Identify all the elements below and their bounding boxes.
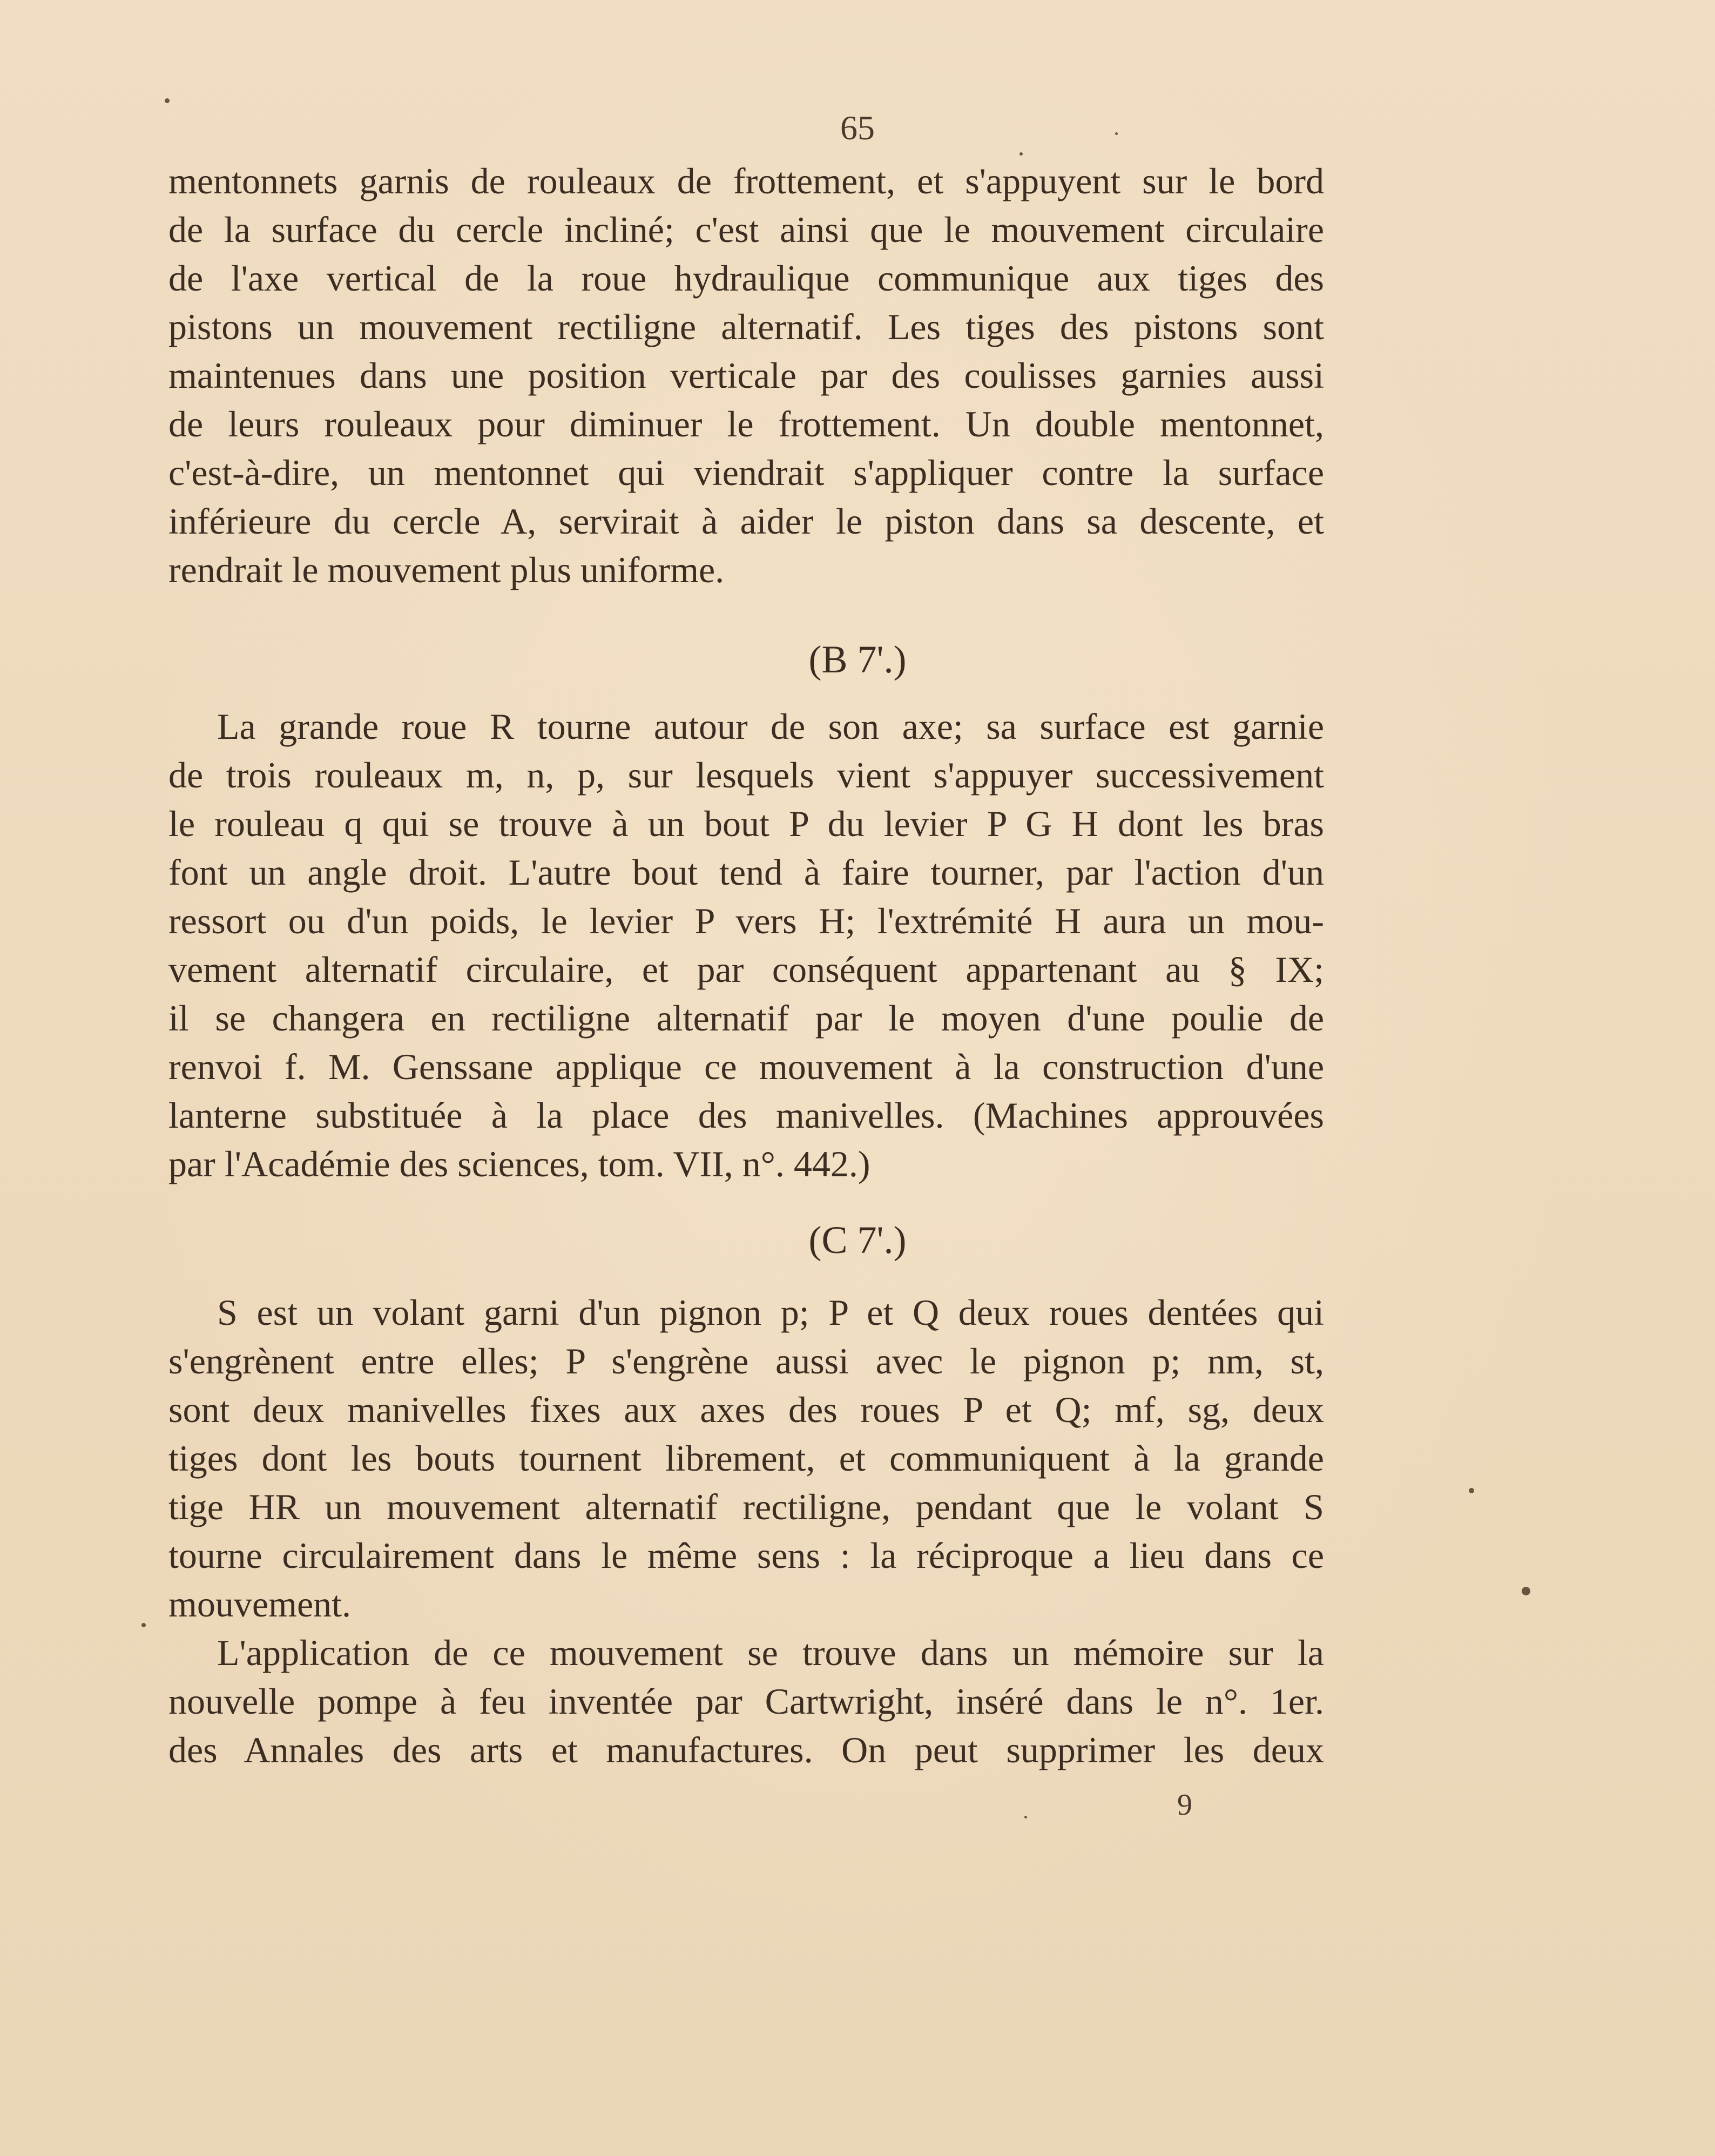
text-line: mouvement. bbox=[168, 1584, 352, 1625]
text-line: tourne circulairement dans le même sens : la réciproque a lieu dans ce bbox=[168, 1535, 1324, 1576]
paragraph-b bbox=[168, 702, 1324, 1188]
text-line: de la surface du cercle incliné; c'est ainsi que le mouvement circulaire bbox=[168, 209, 1324, 250]
text-line: de trois rouleaux m, n, p, sur lesquels vient s'appuyer successivement bbox=[168, 754, 1324, 796]
text-line: nouvelle pompe à feu inventée par Cartwright, inséré dans le n°. 1er. bbox=[168, 1681, 1324, 1722]
text-line: S est un volant garni d'un pignon p; P et Q deux roues dentées qui bbox=[217, 1292, 1324, 1333]
paragraph-c bbox=[168, 1288, 1324, 1628]
text-line: L'application de ce mouvement se trouve dans un mémoire sur la bbox=[217, 1632, 1324, 1673]
section-heading-b: (B 7'.) bbox=[808, 638, 907, 681]
ink-speck bbox=[1522, 1587, 1530, 1595]
text-line: il se changera en rectiligne alternatif par le moyen d'une poulie de bbox=[168, 998, 1324, 1039]
text-line: ressort ou d'un poids, le levier P vers H; l'extrémité H aura un mou- bbox=[168, 900, 1324, 941]
text-line: vement alternatif circulaire, et par conséquent appartenant au § IX; bbox=[168, 949, 1324, 990]
text-line: pistons un mouvement rectiligne alternatif. Les tiges des pistons sont bbox=[168, 306, 1324, 347]
text-line: tiges dont les bouts tournent librement, et communiquent à la grande bbox=[168, 1438, 1324, 1479]
signature-mark: 9 bbox=[1177, 1788, 1192, 1822]
text-line: s'engrènent entre elles; P s'engrène aussi avec le pignon p; nm, st, bbox=[168, 1340, 1324, 1382]
section-heading-c: (C 7'.) bbox=[808, 1218, 907, 1262]
text-line: le rouleau q qui se trouve à un bout P du levier P G H dont les bras bbox=[168, 803, 1324, 844]
text-line: c'est-à-dire, un mentonnet qui viendrait s'appliquer contre la surface bbox=[168, 452, 1324, 493]
ink-speck bbox=[1115, 132, 1118, 135]
ink-speck bbox=[1024, 1816, 1027, 1818]
text-line: La grande roue R tourne autour de son axe; sa surface est garnie bbox=[217, 706, 1324, 747]
text-line: de l'axe vertical de la roue hydraulique communique aux tiges des bbox=[168, 258, 1324, 299]
text-line: mentonnets garnis de rouleaux de frottement, et s'appuyent sur le bord bbox=[168, 160, 1324, 201]
text-line: rendrait le mouvement plus uniforme. bbox=[168, 549, 725, 590]
text-line: maintenues dans une position verticale par des coulisses garnies aussi bbox=[168, 355, 1324, 396]
text-line: lanterne substituée à la place des manivelles. (Machines approuvées bbox=[168, 1095, 1324, 1136]
text-line: renvoi f. M. Genssane applique ce mouvement à la construction d'une bbox=[168, 1046, 1324, 1087]
text-line: des Annales des arts et manufactures. On peut supprimer les deux bbox=[168, 1729, 1324, 1770]
text-line: de leurs rouleaux pour diminuer le frottement. Un double mentonnet, bbox=[168, 403, 1324, 444]
text-line: sont deux manivelles fixes aux axes des roues P et Q; mf, sg, deux bbox=[168, 1389, 1324, 1430]
ink-speck bbox=[165, 98, 170, 103]
ink-speck bbox=[1469, 1488, 1474, 1493]
page-number: 65 bbox=[840, 109, 875, 147]
text-line: par l'Académie des sciences, tom. VII, n°. 442.) bbox=[168, 1143, 870, 1184]
text-line: inférieure du cercle A, servirait à aider le piston dans sa descente, et bbox=[168, 501, 1324, 542]
ink-speck bbox=[141, 1623, 146, 1627]
text-line: font un angle droit. L'autre bout tend à faire tourner, par l'action d'un bbox=[168, 852, 1324, 893]
text-line: tige HR un mouvement alternatif rectiligne, pendant que le volant S bbox=[168, 1486, 1324, 1527]
paragraph-d bbox=[168, 1628, 1324, 1774]
paragraph-a bbox=[168, 157, 1324, 594]
ink-speck bbox=[1019, 152, 1023, 156]
